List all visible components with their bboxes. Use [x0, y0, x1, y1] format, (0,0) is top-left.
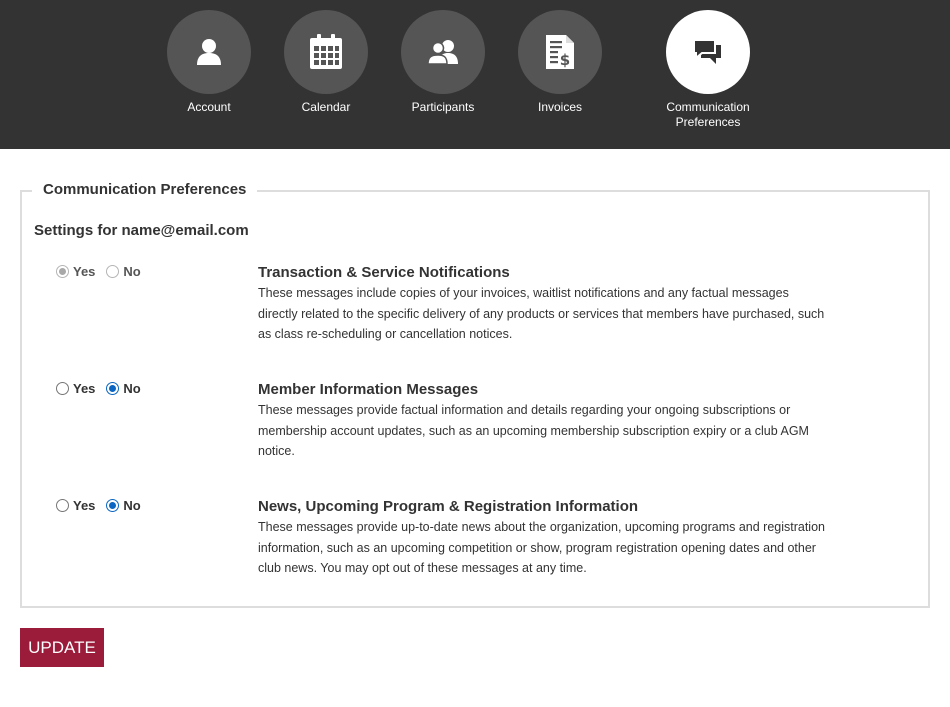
nav-calendar-label: Calendar	[301, 100, 351, 114]
radio-no-label[interactable]: No	[123, 381, 141, 396]
fieldset-legend: Communication Preferences	[32, 180, 257, 200]
pref-title: Member Information Messages	[258, 381, 479, 398]
nav-calendar[interactable]	[266, 10, 386, 115]
calendar-icon	[309, 34, 343, 70]
nav-communication-preferences-label: Communication Preferences	[666, 100, 750, 129]
radio-yes-news[interactable]	[56, 499, 69, 512]
participants-icon	[427, 39, 459, 65]
radio-no-label: No	[123, 264, 141, 279]
radio-no-label[interactable]: No	[123, 498, 141, 513]
pref-title: Transaction & Service Notifications	[258, 264, 510, 281]
radio-no-member-info[interactable]	[106, 382, 119, 395]
nav-participants-label: Participants	[411, 100, 475, 114]
invoice-icon	[545, 34, 575, 70]
radio-yes-label[interactable]: Yes	[73, 498, 96, 513]
communication-preferences-fieldset	[20, 181, 930, 608]
radio-yes-transaction	[56, 265, 69, 278]
nav-account[interactable]	[149, 10, 269, 115]
radio-no-news[interactable]	[106, 499, 119, 512]
pref-description: These messages provide factual information and details regarding your ongoing subscriptions or membership account updates, such as an upcoming membership subscription expiry or a club AGM notice.	[258, 403, 809, 458]
radio-group-member-info	[56, 381, 152, 396]
settings-for-email: Settings for name@email.com	[34, 222, 249, 239]
top-navigation	[0, 0, 950, 149]
radio-yes-label: Yes	[73, 264, 96, 279]
radio-yes-member-info[interactable]	[56, 382, 69, 395]
pref-description: These messages provide up-to-date news about the organization, upcoming programs and registration information, such as an upcoming competition or show, program registration opening dates and other club news. You may opt out of these messages at any time.	[258, 520, 825, 575]
nav-participants[interactable]	[383, 10, 503, 115]
update-button[interactable]: UPDATE	[20, 628, 104, 667]
nav-communication-preferences[interactable]	[648, 10, 768, 130]
nav-account-label: Account	[187, 100, 231, 114]
chat-bubbles-icon	[692, 38, 724, 66]
radio-yes-label[interactable]: Yes	[73, 381, 96, 396]
pref-description: These messages include copies of your invoices, waitlist notifications and any factual messages directly related to the specific delivery of any products or services that members have purchased, such as class re-scheduling or cancellation notices.	[258, 286, 825, 341]
pref-title: News, Upcoming Program & Registration Information	[258, 498, 639, 515]
radio-group-news	[56, 498, 152, 513]
radio-no-transaction	[106, 265, 119, 278]
radio-group-transaction	[56, 264, 152, 279]
user-icon	[196, 38, 222, 66]
svg-text:$: $	[559, 51, 571, 69]
nav-invoices[interactable]	[500, 10, 620, 115]
nav-invoices-label: Invoices	[537, 100, 583, 114]
